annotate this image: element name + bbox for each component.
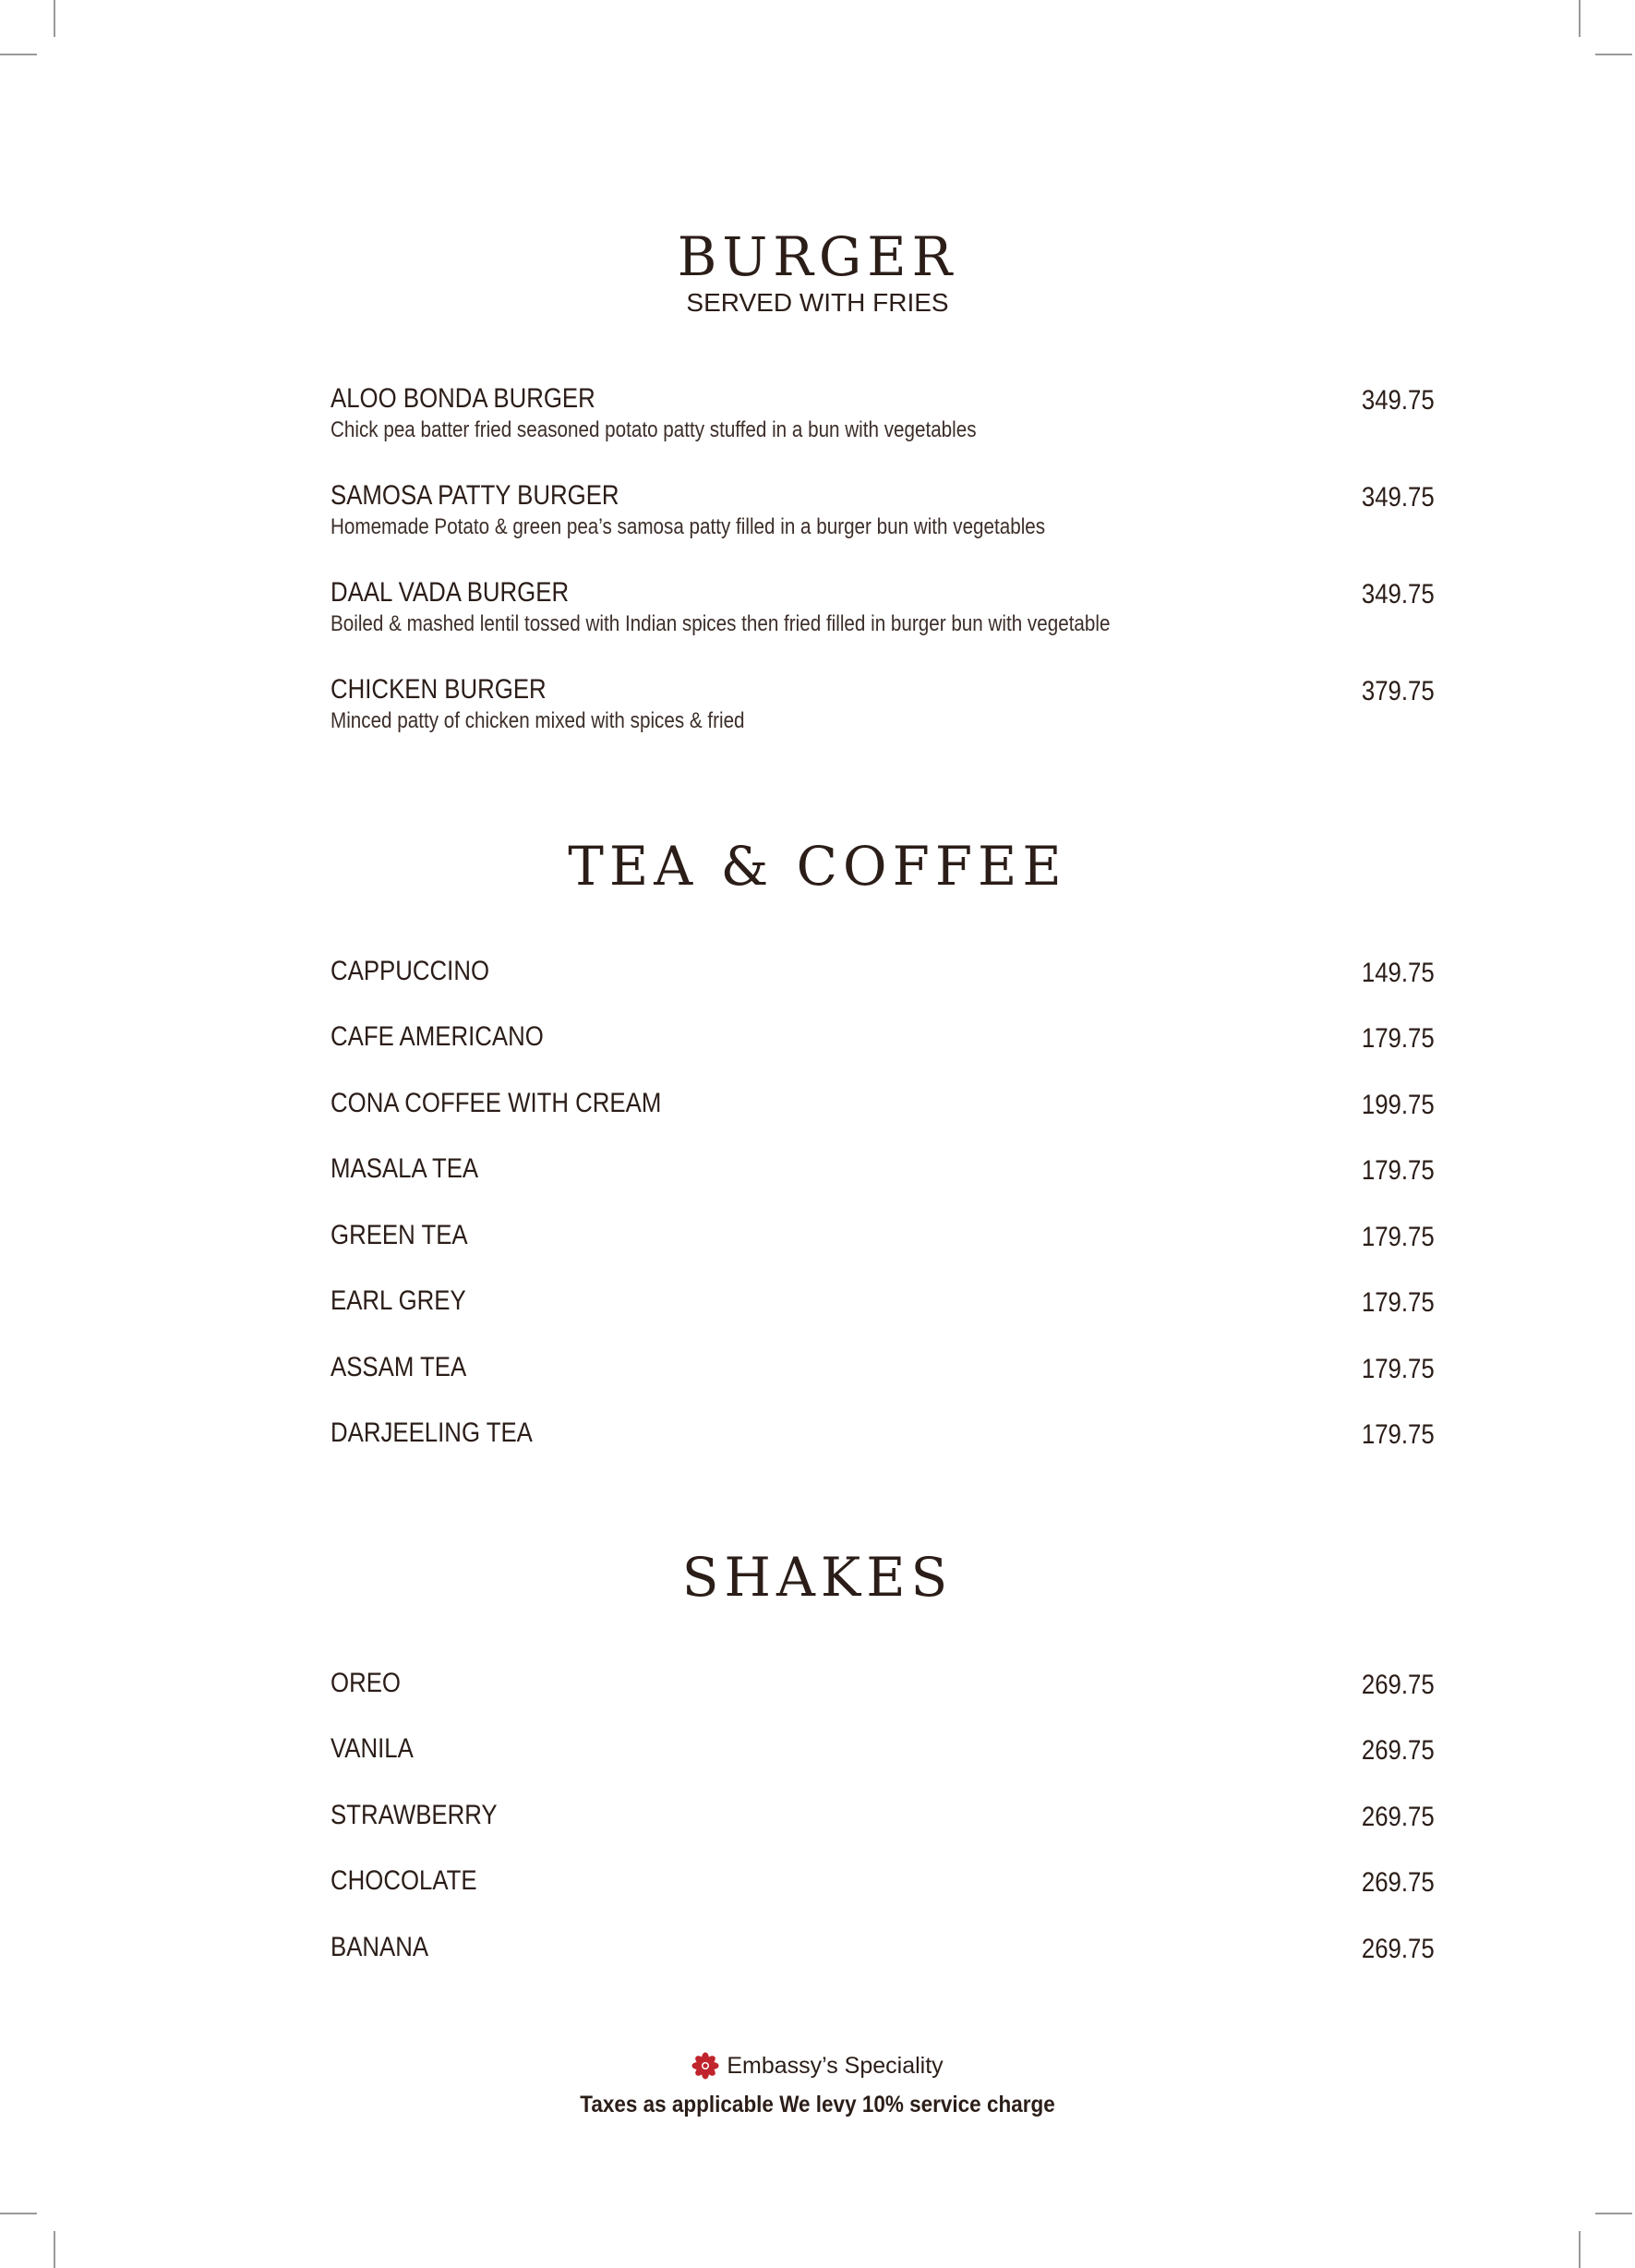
menu-item-name: ALOO BONDA BURGER bbox=[331, 383, 595, 414]
menu-item bbox=[331, 1087, 1438, 1120]
burger-section-subtitle: SERVED WITH FRIES bbox=[686, 288, 949, 317]
menu-item-price: 269.75 bbox=[1362, 1934, 1435, 1964]
crop-mark bbox=[1595, 2213, 1632, 2214]
menu-item-price: 179.75 bbox=[1362, 1419, 1435, 1450]
menu-item-price: 349.75 bbox=[1362, 385, 1435, 416]
menu-item-name: CHICKEN BURGER bbox=[331, 674, 547, 705]
menu-item bbox=[331, 1931, 1438, 1964]
menu-item-price: 179.75 bbox=[1362, 1287, 1435, 1318]
menu-item-price: 379.75 bbox=[1362, 676, 1435, 706]
taxes-note: Taxes as applicable We levy 10% service charge bbox=[580, 2092, 1055, 2117]
menu-item bbox=[331, 1219, 1438, 1252]
menu-footer bbox=[0, 2052, 1635, 2118]
crop-mark bbox=[1595, 54, 1632, 55]
menu-item-description: Chick pea batter fried seasoned potato patty stuffed in a bun with vegetables bbox=[331, 417, 977, 442]
menu-item bbox=[331, 576, 1438, 639]
flower-icon bbox=[691, 2052, 719, 2080]
menu-item bbox=[331, 1417, 1438, 1450]
menu-item bbox=[331, 955, 1438, 988]
crop-mark bbox=[0, 2213, 37, 2214]
menu-item-name: CHOCOLATE bbox=[331, 1865, 477, 1896]
menu-item bbox=[331, 1285, 1438, 1318]
menu-item-price: 269.75 bbox=[1362, 1670, 1435, 1700]
menu-item-name: BANANA bbox=[331, 1932, 429, 1962]
crop-mark bbox=[54, 0, 55, 37]
menu-item-name: DARJEELING TEA bbox=[331, 1418, 533, 1448]
menu-item bbox=[331, 1667, 1438, 1700]
crop-mark bbox=[54, 2231, 55, 2268]
tea-coffee-section-title: TEA & COFFEE bbox=[568, 835, 1067, 898]
crop-mark bbox=[1579, 2231, 1581, 2268]
shakes-section-title: SHAKES bbox=[681, 1546, 954, 1609]
menu-item-name: EARL GREY bbox=[331, 1285, 466, 1316]
menu-item-price: 179.75 bbox=[1362, 1023, 1435, 1054]
menu-item-name: VANILA bbox=[331, 1733, 414, 1764]
menu-item-price: 269.75 bbox=[1362, 1735, 1435, 1766]
menu-item bbox=[331, 1351, 1438, 1384]
burger-section-title: BURGER bbox=[677, 225, 958, 288]
menu-item-price: 269.75 bbox=[1362, 1802, 1435, 1832]
menu-item bbox=[331, 1864, 1438, 1898]
menu-item-name: DAAL VADA BURGER bbox=[331, 577, 570, 608]
menu-item-description: Minced patty of chicken mixed with spices & fried bbox=[331, 708, 745, 733]
menu-item-price: 179.75 bbox=[1362, 1354, 1435, 1384]
menu-item-name: SAMOSA PATTY BURGER bbox=[331, 480, 619, 511]
menu-item-name: CONA COFFEE WITH CREAM bbox=[331, 1088, 662, 1118]
menu-item-name: GREEN TEA bbox=[331, 1220, 468, 1250]
menu-item-name: CAPPUCCINO bbox=[331, 956, 490, 986]
menu-item-price: 179.75 bbox=[1362, 1222, 1435, 1252]
menu-item-price: 269.75 bbox=[1362, 1867, 1435, 1898]
menu-item-description: Homemade Potato & green pea’s samosa patty filled in a burger bun with vegetables bbox=[331, 514, 1046, 539]
menu-item bbox=[331, 1799, 1438, 1832]
menu-item-price: 349.75 bbox=[1362, 579, 1435, 609]
menu-item-name: STRAWBERRY bbox=[331, 1800, 498, 1830]
menu-item-name: OREO bbox=[331, 1668, 401, 1698]
menu-item-description: Boiled & mashed lentil tossed with Indian spices then fried filled in burger bun with vegetable bbox=[331, 611, 1111, 636]
crop-mark bbox=[0, 54, 37, 55]
speciality-legend bbox=[691, 2052, 943, 2080]
menu-item-price: 179.75 bbox=[1362, 1155, 1435, 1186]
menu-item-name: ASSAM TEA bbox=[331, 1352, 467, 1382]
menu-item bbox=[331, 1020, 1438, 1054]
menu-item-name: MASALA TEA bbox=[331, 1153, 479, 1184]
menu-item bbox=[331, 1732, 1438, 1766]
menu-item bbox=[331, 382, 1438, 445]
menu-item bbox=[331, 1152, 1438, 1186]
crop-mark bbox=[1579, 0, 1581, 37]
menu-item bbox=[331, 479, 1438, 542]
menu-item-price: 199.75 bbox=[1362, 1090, 1435, 1120]
menu-item-price: 149.75 bbox=[1362, 958, 1435, 988]
speciality-label: Embassy’s Speciality bbox=[727, 2052, 944, 2079]
menu-item bbox=[331, 673, 1438, 736]
menu-item-name: CAFE AMERICANO bbox=[331, 1021, 544, 1052]
menu-item-price: 349.75 bbox=[1362, 482, 1435, 513]
